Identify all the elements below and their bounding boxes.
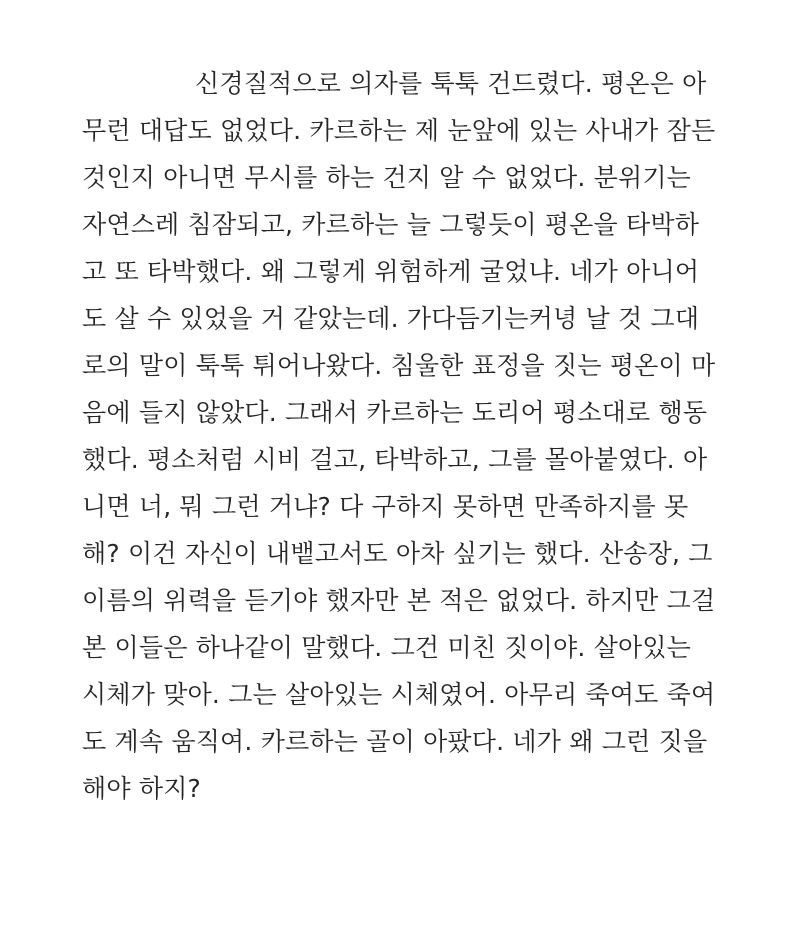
text-line: 시체가 맞아. 그는 살아있는 시체였어. 아무리 죽여도 죽여 [82,680,716,709]
text-line: 했다. 평소처럼 시비 걸고, 타박하고, 그를 몰아붙였다. 아 [82,445,708,474]
text-line: 것인지 아니면 무시를 하는 건지 알 수 없었다. 분위기는 [82,163,692,192]
text-line: 도 살 수 있었을 거 같았는데. 가다듬기는커녕 날 것 그대 [82,304,700,333]
text-line: 해? 이건 자신이 내뱉고서도 아차 싶기는 했다. 산송장, 그 [82,539,713,568]
text-line: 음에 들지 않았다. 그래서 카르하는 도리어 평소대로 행동 [82,398,708,427]
body-paragraph [82,60,722,812]
text-line: 무런 대답도 없었다. 카르하는 제 눈앞에 있는 사내가 잠든 [82,116,716,145]
text-line: 로의 말이 툭툭 튀어나왔다. 침울한 표정을 짓는 평온이 마 [82,351,716,380]
text-line: 도 계속 움직여. 카르하는 골이 아팠다. 네가 왜 그런 짓을 [82,727,708,756]
text-line: 해야 하지? [82,774,202,803]
text-line: 신경질적으로 의자를 툭툭 건드렸다. 평온은 아 [195,69,707,98]
text-line: 고 또 타박했다. 왜 그렇게 위험하게 굴었냐. 네가 아니어 [82,257,700,286]
text-line: 자연스레 침잠되고, 카르하는 늘 그렇듯이 평온을 타박하 [82,210,700,239]
text-line: 본 이들은 하나같이 말했다. 그건 미친 짓이야. 살아있는 [82,633,692,662]
text-line: 니면 너, 뭐 그런 거냐? 다 구하지 못하면 만족하지를 못 [82,492,689,521]
text-line: 이름의 위력을 듣기야 했자만 본 적은 없었다. 하지만 그걸 [82,586,716,615]
